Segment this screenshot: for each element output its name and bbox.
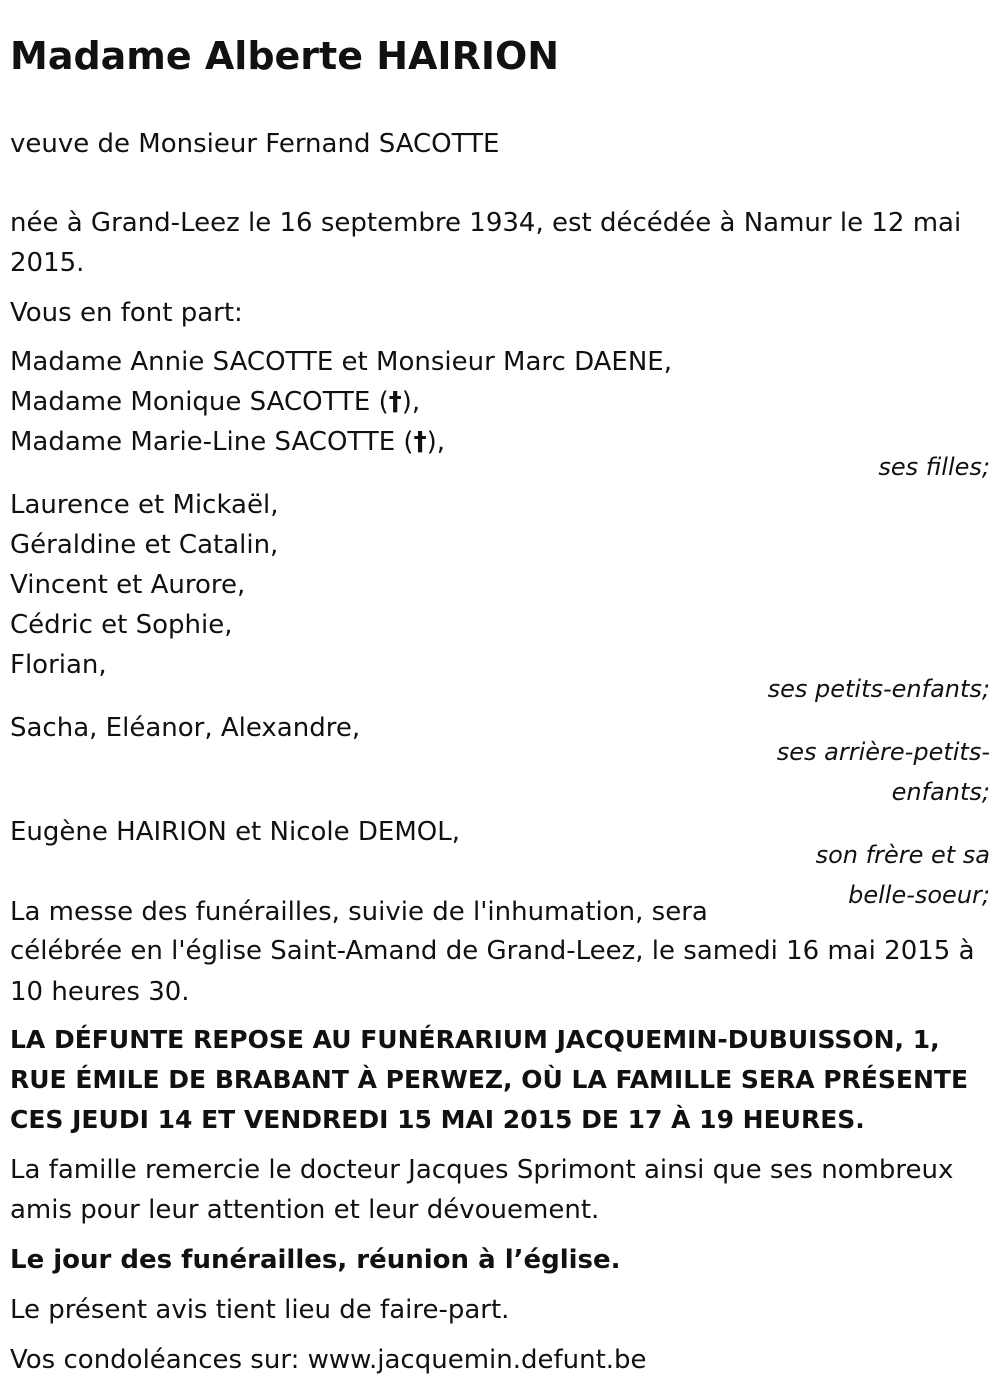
announce-line: Vous en font part:: [10, 298, 243, 328]
list-item: Madame Marie-Line SACOTTE (†),: [10, 427, 445, 457]
list-item: Géraldine et Catalin,: [10, 530, 279, 560]
siblings-label-1: son frère et sa: [815, 841, 990, 869]
list-item: Florian,: [10, 650, 107, 680]
grandchildren-label: ses petits-enfants;: [767, 675, 990, 703]
cross-icon: †: [388, 387, 402, 417]
mass-line-2: célébrée en l'église Saint-Amand de Grand-Leez, le samedi 16 mai 2015 à: [10, 936, 975, 966]
page-title: Madame Alberte HAIRION: [10, 34, 560, 78]
list-item: Cédric et Sophie,: [10, 610, 233, 640]
widow-of-line: veuve de Monsieur Fernand SACOTTE: [10, 129, 500, 159]
daughters-label: ses filles;: [878, 453, 990, 481]
meeting-line: Le jour des funérailles, réunion à l’église.: [10, 1245, 621, 1275]
thanks-paragraph: La famille remercie le docteur Jacques Sprimont ainsi que ses nombreux amis pour leur attention et leur dévouement.: [10, 1155, 954, 1225]
funerarium-paragraph: LA DÉFUNTE REPOSE AU FUNÉRARIUM JACQUEMIN-DUBUISSON, 1, RUE ÉMILE DE BRABANT À PERWEZ, OÙ LA FAMILLE SERA PRÉSENTE CES JEUDI 14 ET VENDREDI 15 MAI 2015 DE 17 À 19 HEURES.: [10, 1025, 969, 1134]
birth-death-paragraph: née à Grand-Leez le 16 septembre 1934, est décédée à Namur le 12 mai 2015.: [10, 208, 962, 278]
condolences-line: Vos condoléances sur: www.jacquemin.defunt.be: [10, 1345, 647, 1375]
great-grandchildren-label-2: enfants;: [891, 778, 990, 806]
list-item: Laurence et Mickaël,: [10, 490, 279, 520]
mass-line-3: 10 heures 30.: [10, 977, 190, 1007]
cross-icon: †: [413, 427, 427, 457]
siblings-line: Eugène HAIRION et Nicole DEMOL,: [10, 817, 460, 847]
notice-line: Le présent avis tient lieu de faire-part.: [10, 1295, 510, 1325]
mass-line-1: La messe des funérailles, suivie de l'inhumation, sera: [10, 897, 708, 927]
list-item: Madame Annie SACOTTE et Monsieur Marc DAENE,: [10, 347, 672, 377]
siblings-label-2: belle-soeur;: [848, 881, 990, 909]
list-item: Vincent et Aurore,: [10, 570, 246, 600]
list-item: Madame Monique SACOTTE (†),: [10, 387, 421, 417]
great-grandchildren-line: Sacha, Eléanor, Alexandre,: [10, 713, 361, 743]
great-grandchildren-label-1: ses arrière-petits-: [776, 738, 990, 766]
